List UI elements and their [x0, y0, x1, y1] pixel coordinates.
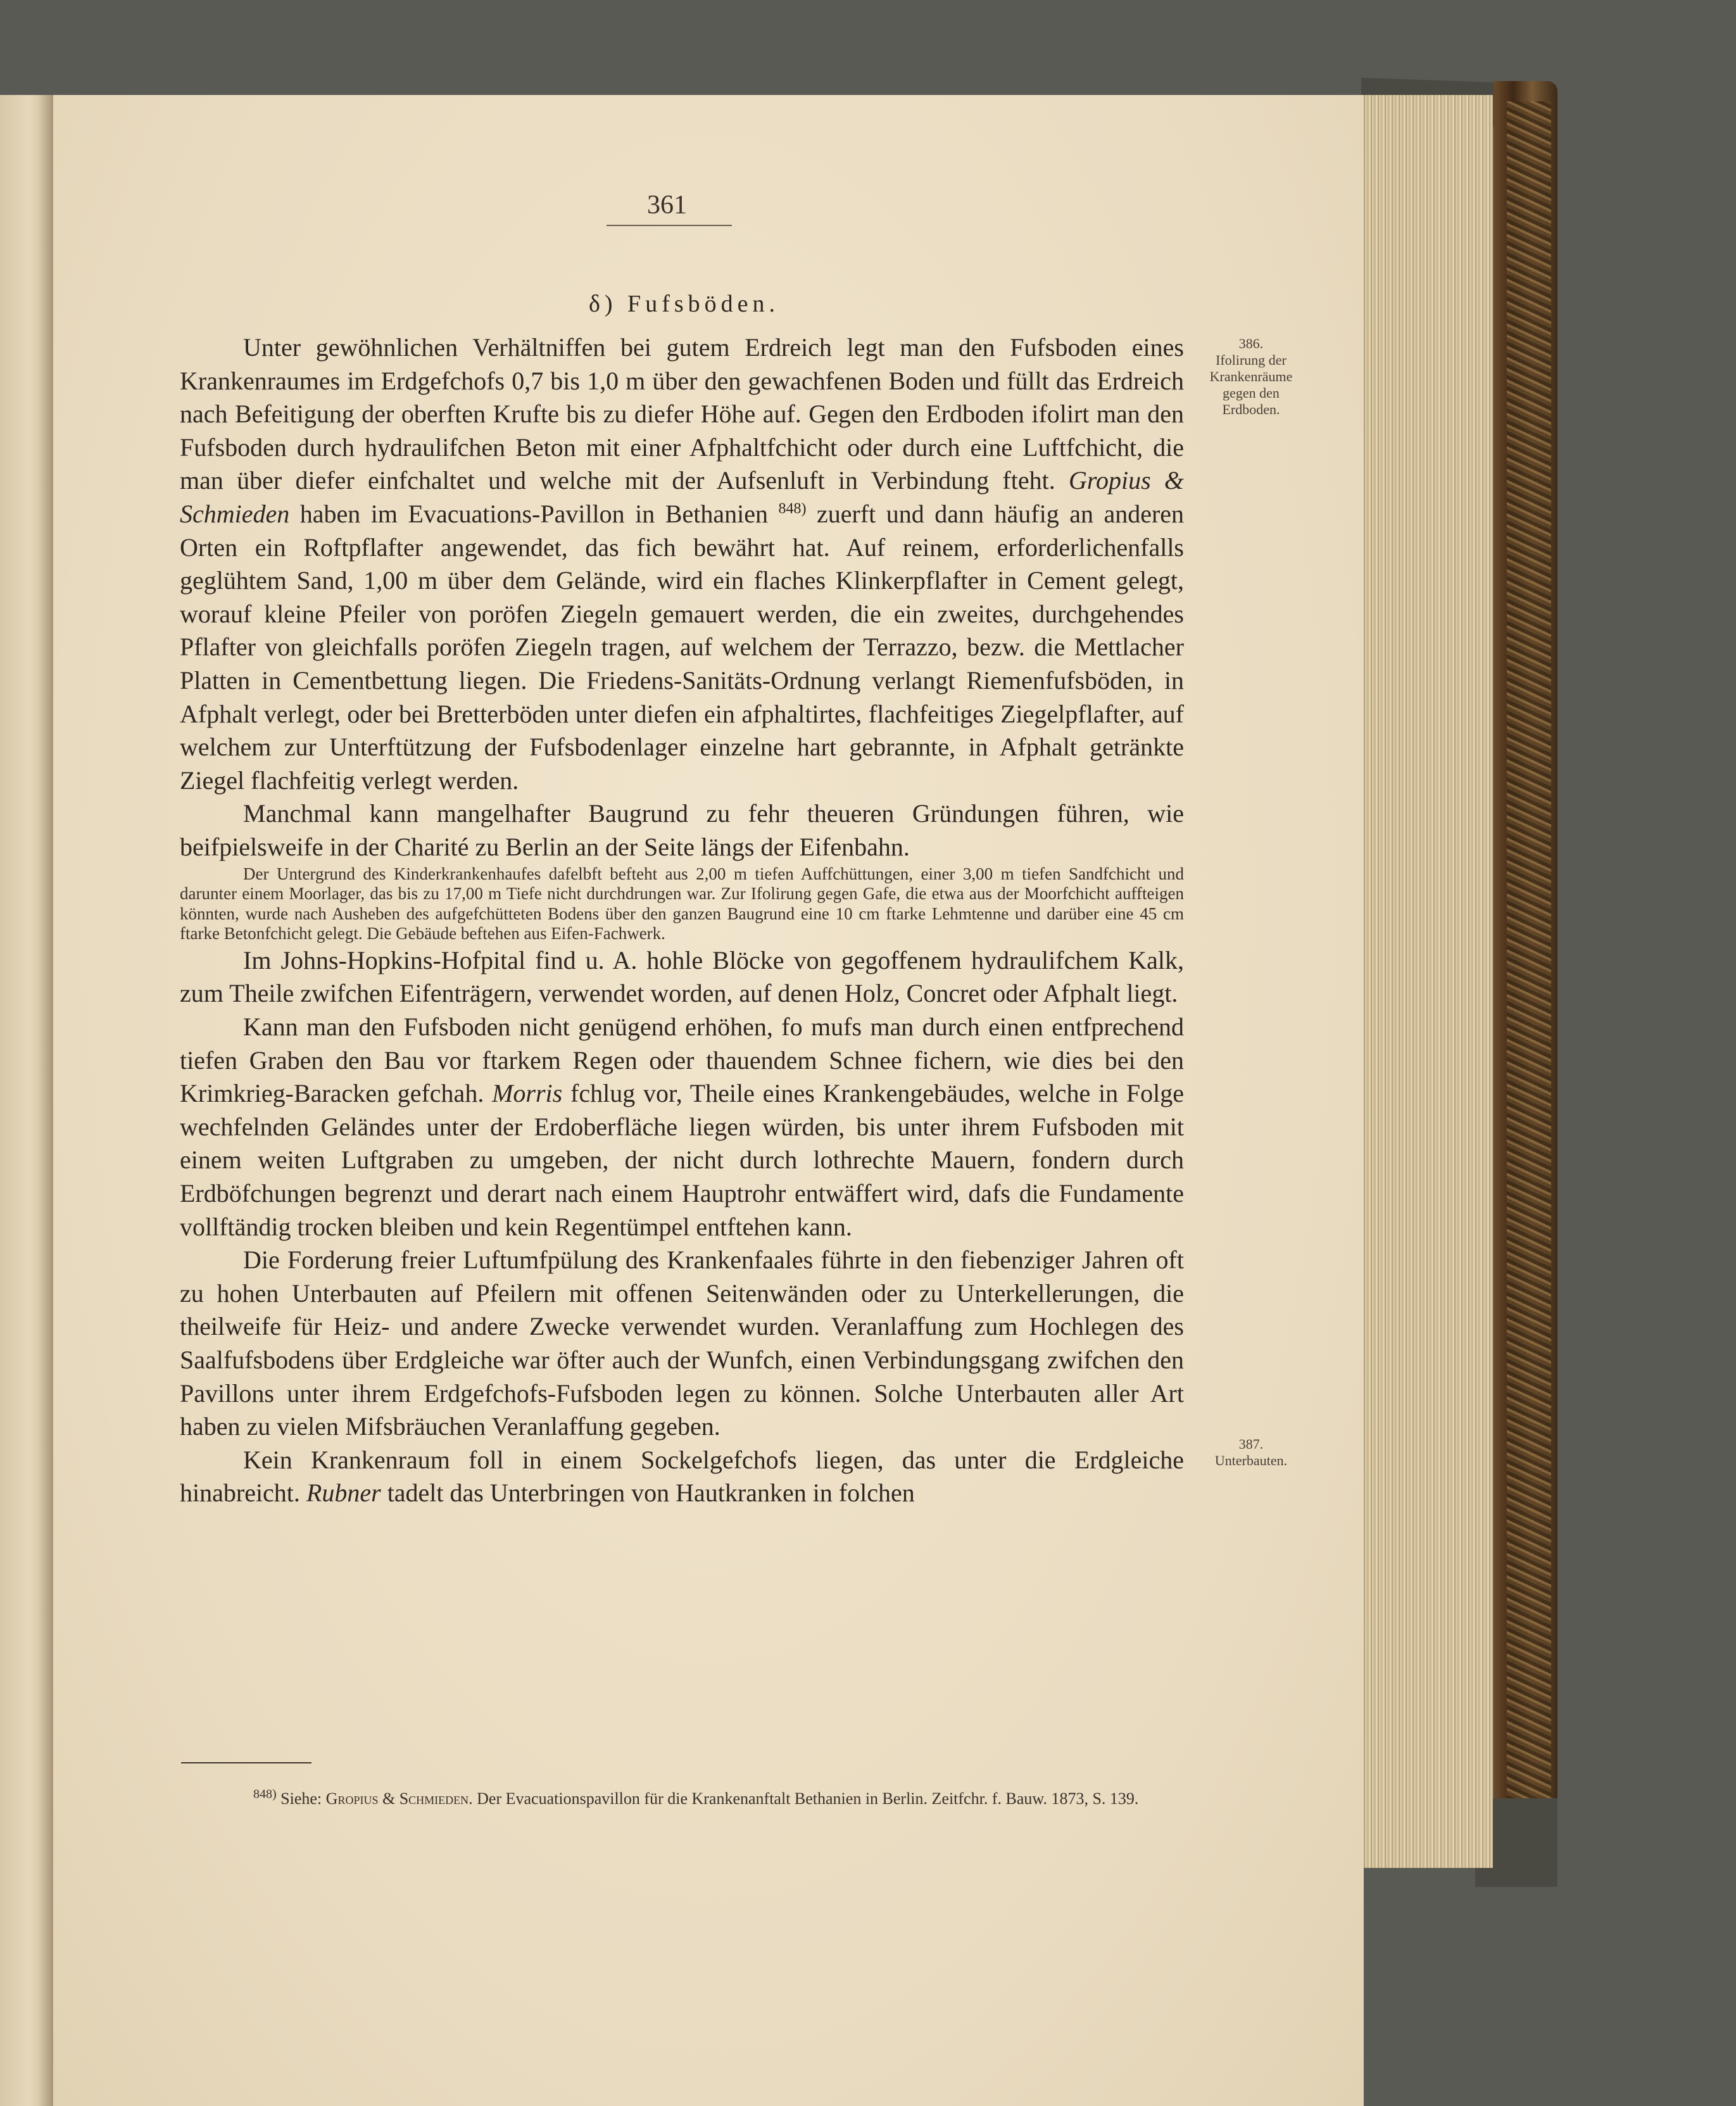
paragraph [180, 1444, 1184, 1510]
text-run: haben im Evacuations-Pavillon in Bethanien [299, 499, 768, 528]
text-run: Kann man den Fufsboden nicht genügend erhöhen, fo mufs man durch einen entfprechend tiefen Graben den Bau vor ftarkem Regen oder thauendem Schnee fichern, wie dies bei den Krimkrieg-Baracken gefchah. [180, 1012, 1184, 1108]
footnote-rule [181, 1762, 311, 1763]
margin-note-number: 387. [1238, 1436, 1264, 1452]
small-print-note: Der Untergrund des Kinderkrankenhaufes dafelbft befteht aus 2,00 m tiefen Auffchüttungen, einer 3,00 m tiefen Sandfchicht und darunter einem Moorlager, das bis zu 17,00 m Tiefe nicht durchdrungen war. Zur Ifolirung gegen Gafe, die etwa aus der Moorfchicht auffteigen könnten, wurde nach Ausheben des aufgefchütteten Bodens über den ganzen Baugrund eine 10 cm ftarke Lehmtenne und darüber eine 45 cm ftarke Betonfchicht gelegt. Die Gebäude beftehen aus Eifen-Fachwerk. [180, 864, 1184, 943]
text-run: Der Evacuationspavillon für die Krankenanftalt Bethanien in Berlin. Zeitfchr. f. Bauw. 1873, S. 139. [477, 1789, 1139, 1808]
margin-note-387 [1184, 1436, 1318, 1469]
margin-note-number: 386. [1238, 336, 1264, 351]
footnote [180, 1787, 1186, 1811]
book-cover-cloth [1507, 101, 1551, 1862]
author-name: Rubner [306, 1479, 381, 1508]
margin-note-line: Krankenräume [1209, 369, 1293, 384]
page-number-rule [607, 225, 732, 226]
page-number: 361 [647, 191, 687, 220]
footnote-marker: 848) [253, 1787, 277, 1801]
paragraph: Die Forderung freier Luftumfpülung des Krankenfaales führte in den fiebenziger Jahren oft zu hohen Unterbauten auf Pfeilern mit offenen Seitenwänden oder zu Unterkellerungen, die theilweife für Heiz- und andere Zwecke verwendet wurden. Veranlaffung zum Hochlegen des Saalfufsbodens über Erdgleiche war öfter auch der Wunfch, einen Verbindungsgang zwifchen den Pavillons unter ihrem Erdgefchofs-Fufsboden legen zu können. Solche Unterbauten aller Art haben zu vielen Mifsbräuchen Veranlaffung gegeben. [180, 1245, 1184, 1441]
page-edges [1360, 95, 1493, 1868]
paragraph: Manchmal kann mangelhafter Baugrund zu fehr theueren Gründungen führen, wie beifpielsweife in der Charité zu Berlin an der Seite längs der Eifenbahn. [180, 799, 1184, 861]
text-run: tadelt das Unterbringen von Hautkranken in folchen [387, 1479, 915, 1508]
margin-note-line: Erdboden. [1222, 401, 1280, 417]
footnote-authors: Gropius & Schmieden. [325, 1789, 473, 1808]
margin-note-line: Ifolirung der [1216, 352, 1286, 368]
text-run: Siehe: [280, 1789, 322, 1808]
footnote-text [180, 1787, 1186, 1811]
footnote-reference: 848) [778, 500, 807, 517]
text-run: fchlug vor, Theile eines Krankengebäudes, welche in Folge wechfelnden Geländes unter der Erdoberfläche liegen würden, bis unter ihrem Fufsboden mit einem weiten Luftgraben zu umgeben, der nicht durch lothrechte Mauern, fondern durch Erdböfchungen begrenzt und derart nach einem Hauptrohr entwäffert wird, dafs die Fundamente vollftändig trocken bleiben und kein Regentümpel entftehen kann. [180, 1079, 1184, 1241]
section-heading: δ) Fufsböden. [589, 291, 780, 317]
paragraph: Im Johns-Hopkins-Hofpital find u. A. hohle Blöcke von gegoffenem hydraulifchem Kalk, zum Theile zwifchen Eifenträgern, verwendet worden, auf denen Holz, Concret oder Afphalt liegt. [180, 945, 1184, 1008]
margin-note-line: Unterbauten. [1214, 1453, 1288, 1468]
margin-note-line: gegen den [1223, 385, 1280, 401]
margin-note-386 [1184, 336, 1318, 418]
text-run: Kein Krankenraum foll in einem Sockelgefchofs liegen, das unter die Erdgleiche hinabreicht. [180, 1445, 1184, 1508]
author-names: Gropius & Schmieden [180, 466, 1185, 528]
text-run: zuerft und dann häufig an anderen Orten ein Roftpflafter angewendet, das fich bewährt hat. Auf reinem, erforderlichenfalls geglühtem Sand, 1,00 m über dem Gelände, wird ein flaches Klinkerpflafter in Cement gelegt, worauf kleine Pfeiler von poröfen Ziegeln gemauert werden, die ein zweites, durchgehendes Pflafter von gleichfalls poröfen Ziegeln tragen, auf welchem der Terrazzo, bezw. die Mettlacher Platten in Cementbettung liegen. Die Friedens-Sanitäts-Ordnung verlangt Riemenfufsböden, in Afphalt verlegt, oder bei Bretterböden unter diefen ein afphaltirtes, flachfeitiges Ziegelpflafter, auf welchem zur Unterftützung der Fufsbodenlager einzelne hart gebrannte, in Afphalt getränkte Ziegel flachfeitig verlegt werden. [180, 499, 1185, 795]
paragraph [180, 1011, 1184, 1244]
text-run: Unter gewöhnlichen Verhältniffen bei gutem Erdreich legt man den Fufsboden eines Krankenraumes im Erdgefchofs 0,7 bis 1,0 m über den gewachfenen Boden und füllt das Erdreich nach Befeitigung der oberften Krufte bis zu diefer Höhe auf. Gegen den Erdboden ifolirt man den Fufsboden durch hydraulifchen Beton mit einer Afphaltfchicht oder durch eine Luftfchicht, die man über diefer einfchaltet und welche mit der Aufsenluft in Verbindung fteht. [180, 333, 1184, 495]
author-name: Morris [492, 1079, 563, 1108]
paragraph [180, 331, 1184, 797]
body-text [180, 331, 1184, 1510]
